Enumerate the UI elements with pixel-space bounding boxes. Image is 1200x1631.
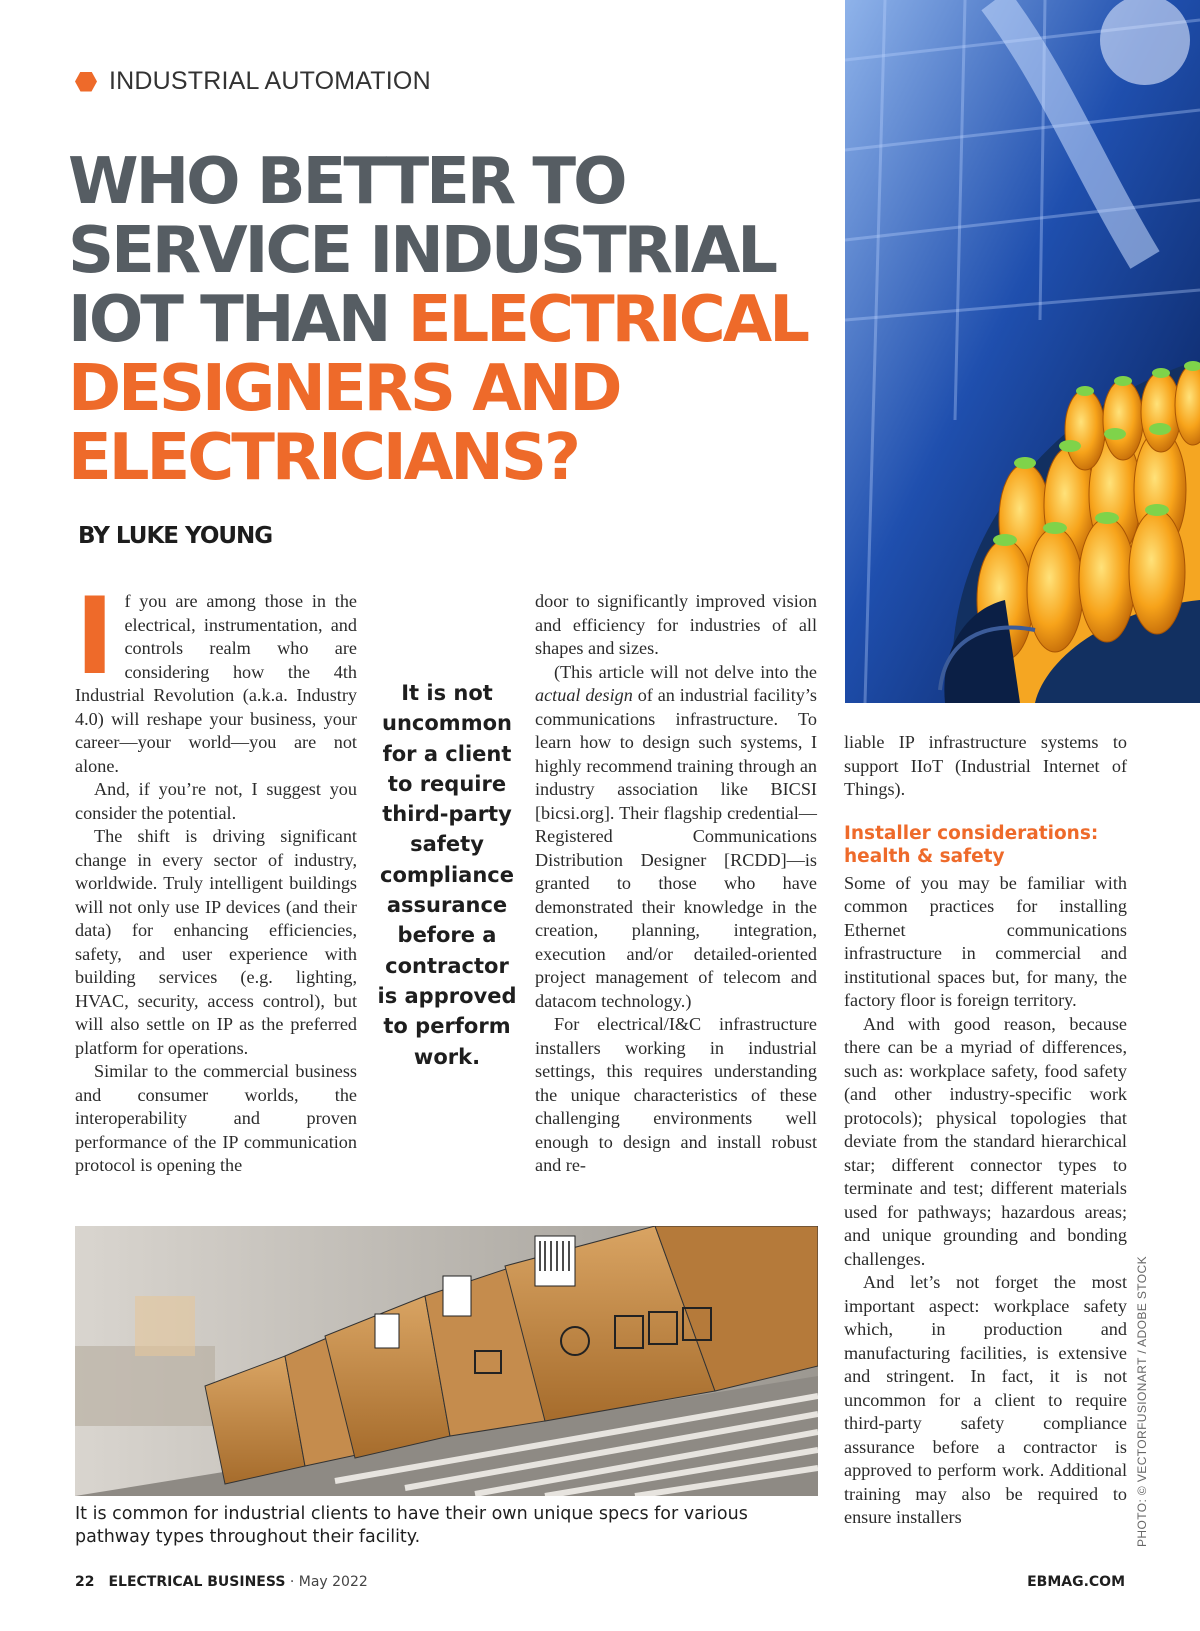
headline-line-1: WHO BETTER TO: [68, 145, 625, 219]
issue-date: · May 2022: [285, 1574, 368, 1590]
headline-line-5: ELECTRICIANS?: [68, 421, 579, 495]
paragraph: door to significantly improved vision and efficiency for industries of all shapes and sizes.: [535, 591, 817, 658]
headline-line-3-orange: ELECTRICAL: [407, 283, 807, 357]
headline-line-3-gray: IOT THAN: [68, 283, 408, 357]
subheading-line-2: health & safety: [844, 846, 1005, 867]
website: EBMAG.COM: [1027, 1574, 1125, 1590]
article-column-2: [535, 590, 817, 1178]
section-label: INDUSTRIAL AUTOMATION: [109, 67, 431, 95]
paragraph: Some of you may be familiar with common practices for installing Ethernet communications infrastructure in commercial and institutional spaces but, for many, the factory floor is foreign territory.: [844, 872, 1127, 1010]
paragraph: liable IP infrastructure systems to support IIoT (Industrial Internet of Things).: [844, 732, 1127, 799]
hexagon-icon: [75, 72, 97, 92]
page-footer: [75, 1574, 1125, 1598]
package-conveyor-illustration: [75, 1226, 818, 1496]
paragraph: [75, 575, 357, 778]
paragraph: And with good reason, because there can be a myriad of differences, such as: workplace safety, food safety (and other industry-specific work protocols); physical topologies that deviate from the standard hierarchical star; different connector types to terminate and test; different materials used for pathways; hazardous areas; and unique grounding and bonding challenges.: [844, 1013, 1127, 1269]
publication-name: ELECTRICAL BUSINESS: [108, 1574, 286, 1590]
paragraph-text: f you are among those in the electrical, instrumentation, and controls realm who are considering how the 4th Industrial Revolution (a.k.a. Industry 4.0) will reshape your business, your career—your world—you are not alone.: [75, 591, 357, 776]
section-tag: [75, 67, 431, 96]
subheading-line-1: Installer considerations:: [844, 822, 1099, 844]
paragraph-text: (This article will not delve into the: [554, 661, 817, 682]
photo-credit: PHOTO: © VECTORFUSIONART / ADOBE STOCK: [1135, 1256, 1149, 1547]
footer-left: [75, 1574, 368, 1590]
paragraph: Similar to the commercial business and consumer worlds, the interoperability and proven performance of the IP communication protocol is opening the: [75, 1061, 357, 1175]
paragraph: And let’s not forget the most important aspect: workplace safety which, in production and manufacturing facilities, is extensive and stringent. In fact, it is not uncommon for a client to require third-party safety compliance assurance before a contractor is approved to perform work. Additional training may also be required to ensure installers: [844, 1272, 1127, 1527]
article-column-1: [75, 575, 357, 1178]
bottling-conveyor-illustration: [845, 0, 1200, 703]
headline-line-2: SERVICE INDUSTRIAL: [68, 214, 776, 288]
paragraph: [535, 661, 817, 1014]
pull-quote: It is not uncommon for a client to require third-party safety compliance assurance before a contractor is approved to perform work.: [377, 681, 517, 1069]
paragraph-text: of an industrial facility’s communications infrastructure. To learn how to design such systems, I highly recommend training through an industry association like BICSI [bicsi.org]. Their flagship credential—Registered Communications Distribution Designer [RCDD]—is granted to those who have demonstrated their knowledge in the creation, planning, integration, execution and/or detailed-oriented project management of telecom and datacom technology.): [535, 685, 817, 1011]
paragraph: And, if you’re not, I suggest you consider the potential.: [75, 779, 357, 823]
article-column-3: [844, 731, 1127, 1530]
drop-cap: I: [75, 575, 115, 698]
photo-caption: It is common for industrial clients to have their own unique specs for various pathway types throughout their facility.: [75, 1504, 748, 1547]
headline-line-4: DESIGNERS AND: [68, 352, 620, 426]
photo-package-conveyor: [75, 1226, 818, 1496]
page-number: 22: [75, 1574, 95, 1590]
subheading: [844, 822, 1127, 869]
byline: BY LUKE YOUNG: [78, 523, 273, 549]
headline: [68, 145, 828, 495]
photo-bottling-conveyor: [845, 0, 1200, 703]
paragraph: For electrical/I&C infrastructure installers working in industrial settings, this requires understanding the unique characteristics of these challenging environments well enough to design and install robust and re-: [535, 1014, 817, 1175]
paragraph: The shift is driving significant change in every sector of industry, worldwide. Truly intelligent buildings will not only use IP devices (and their data) for enhancing efficiencies, safety, and user experience with building services (e.g. lighting, HVAC, security, access control), but will also settle on IP as the preferred platform for operations.: [75, 826, 357, 1058]
emphasis-text: actual design: [535, 685, 633, 705]
